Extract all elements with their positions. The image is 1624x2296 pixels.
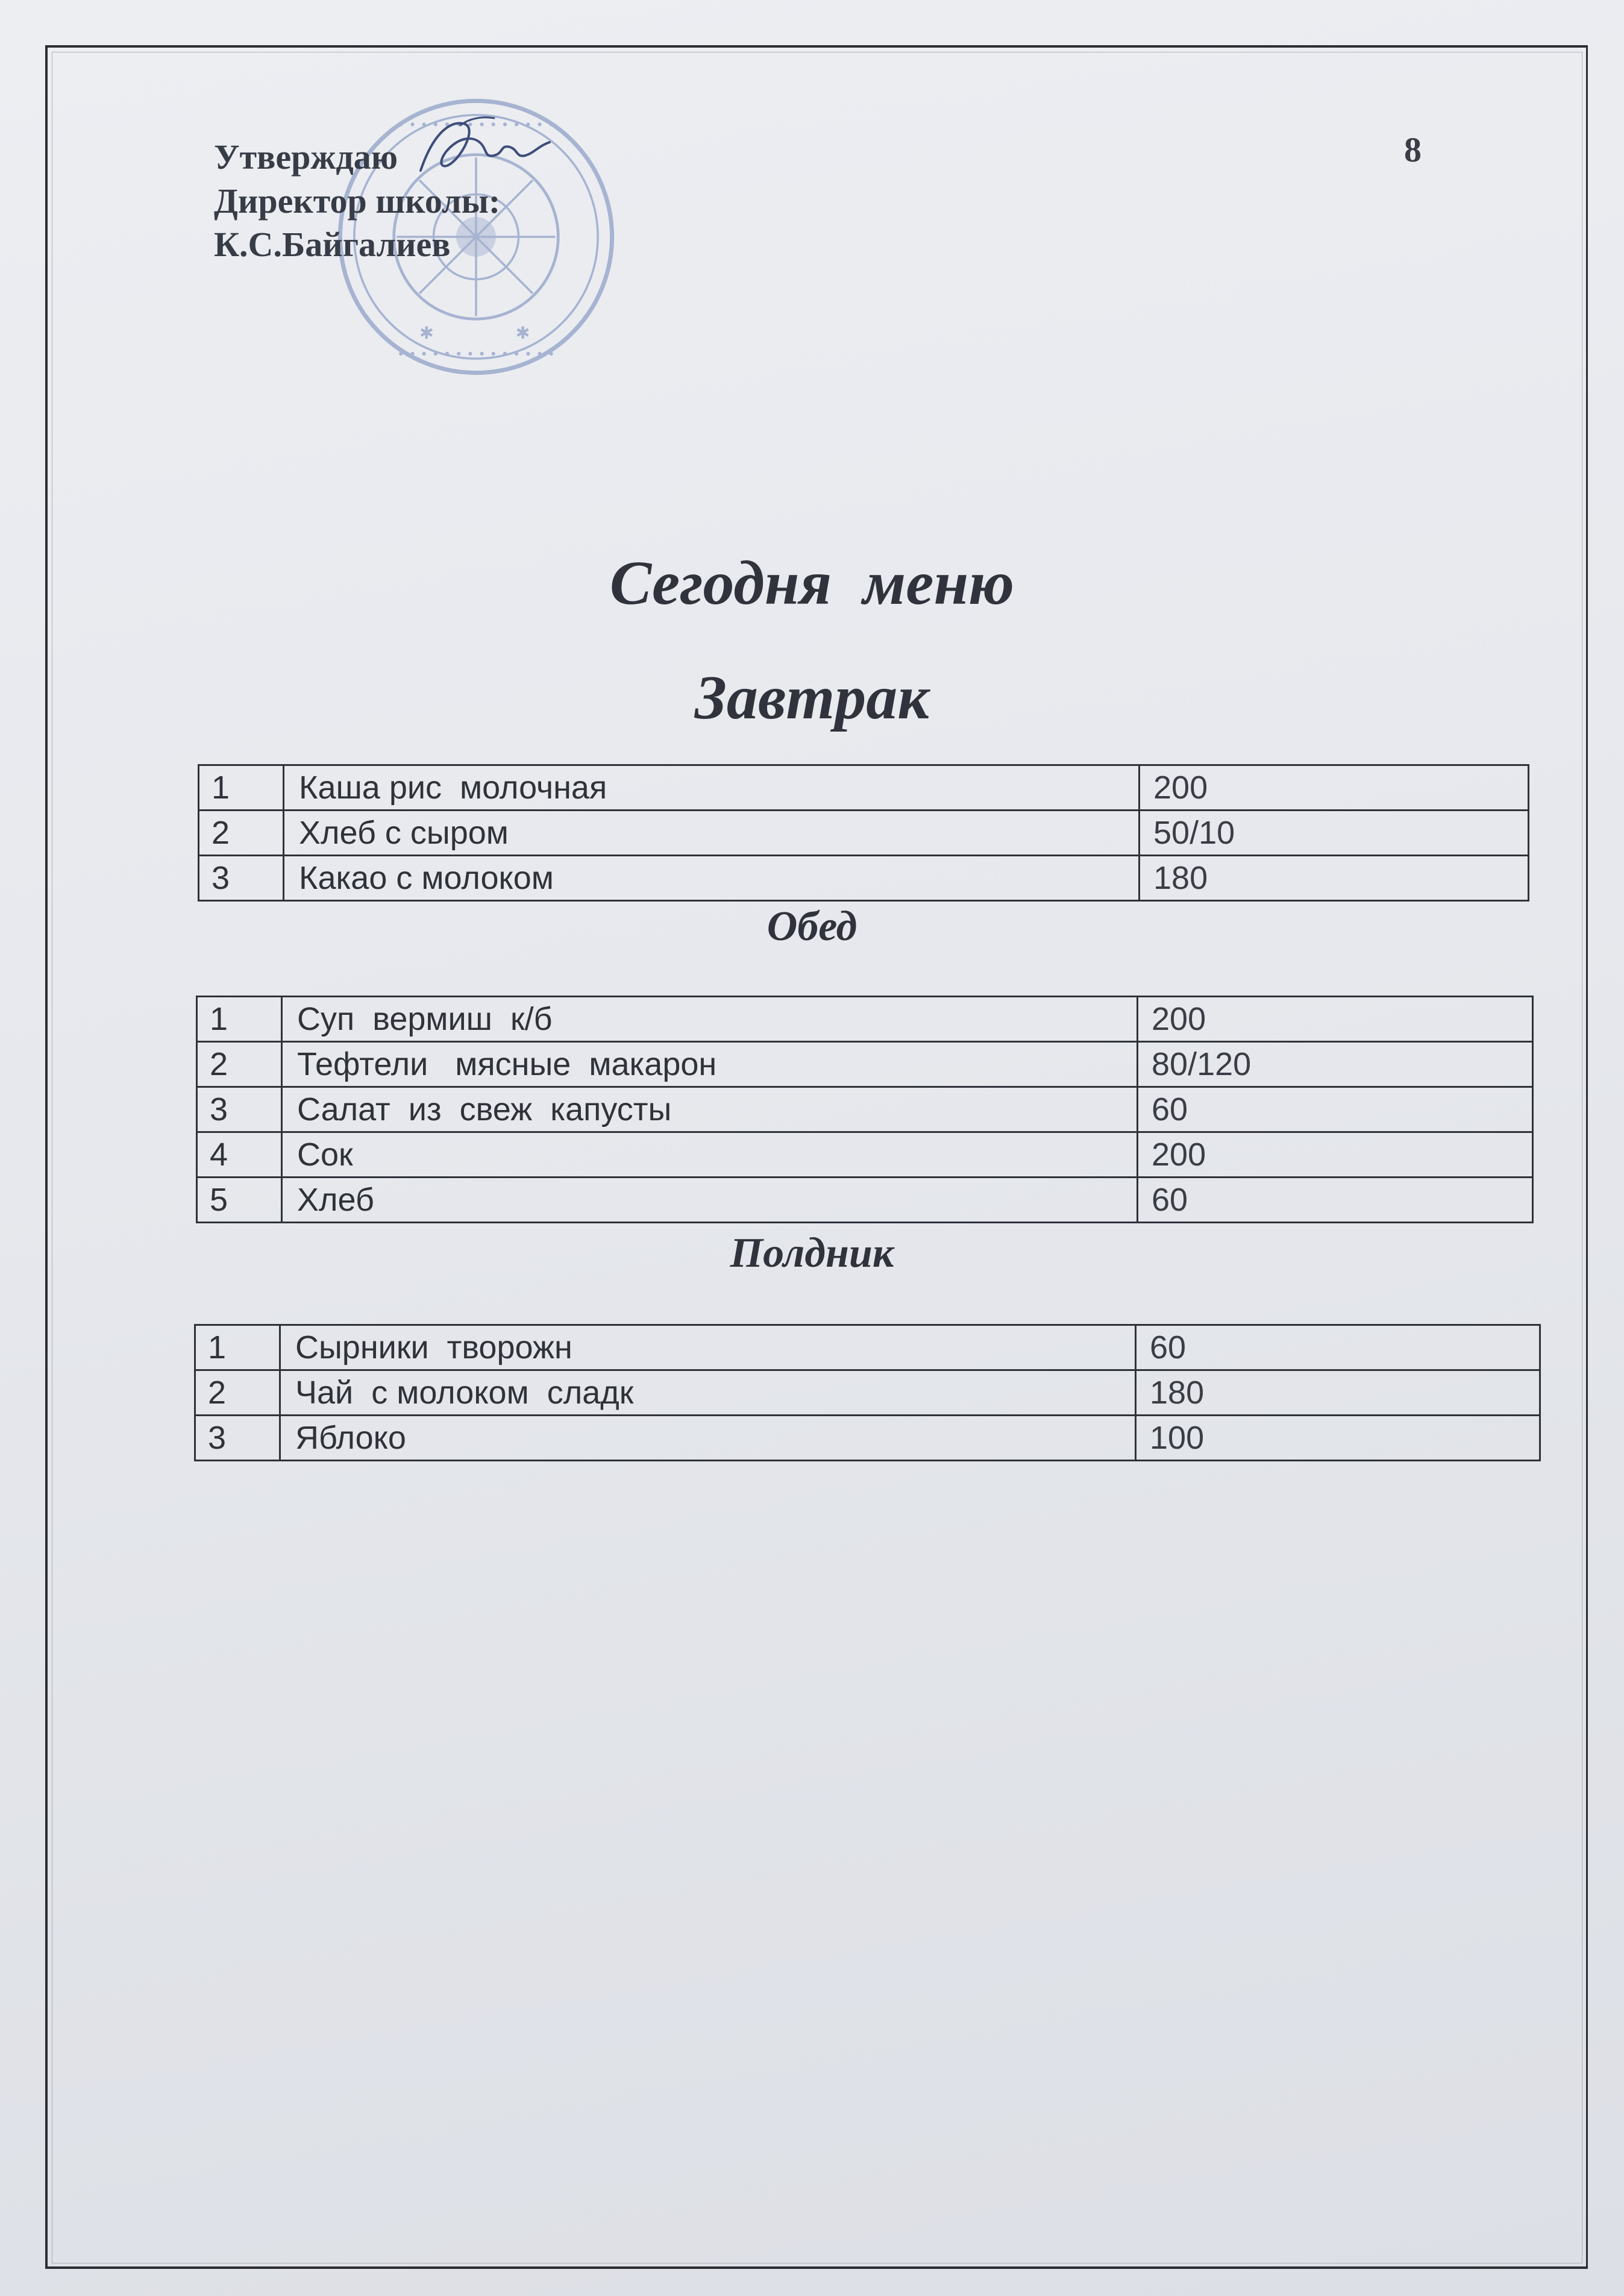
lunch-table [196, 996, 1534, 1223]
table-row [199, 811, 1529, 856]
svg-text:• • • • • • • • • • • • • •: • • • • • • • • • • • • • • [397, 347, 555, 362]
table-row [197, 1132, 1533, 1178]
dish-name: Тефтели мясные макарон [282, 1042, 1138, 1087]
row-number: 2 [195, 1370, 280, 1416]
dish-portion: 60 [1138, 1178, 1533, 1223]
table-row [195, 1370, 1540, 1416]
dish-name: Хлеб с сыром [284, 811, 1140, 856]
table-row [197, 1087, 1533, 1132]
breakfast-table [198, 764, 1529, 902]
snack-title: Полдник [730, 1230, 894, 1276]
row-number: 1 [195, 1325, 280, 1370]
approval-block [214, 136, 500, 267]
svg-text:✱: ✱ [419, 323, 434, 343]
breakfast-title: Завтрак [695, 663, 929, 732]
dish-name: Сок [282, 1132, 1138, 1178]
table-row [195, 1325, 1540, 1370]
dish-portion: 180 [1140, 856, 1529, 901]
row-number: 2 [199, 811, 284, 856]
dish-portion: 200 [1138, 1132, 1533, 1178]
dish-portion: 200 [1140, 765, 1529, 811]
row-number: 1 [197, 997, 282, 1042]
dish-portion: 50/10 [1140, 811, 1529, 856]
row-number: 1 [199, 765, 284, 811]
table-row [199, 765, 1529, 811]
svg-text:✱: ✱ [515, 323, 530, 343]
dish-name: Салат из свеж капусты [282, 1087, 1138, 1132]
director-name: К.С.Байгалиев [214, 225, 451, 264]
table-row [199, 856, 1529, 901]
row-number: 4 [197, 1132, 282, 1178]
row-number: 3 [197, 1087, 282, 1132]
table-row [197, 1042, 1533, 1087]
approve-label: Утверждаю [214, 137, 398, 177]
dish-portion: 60 [1138, 1087, 1533, 1132]
dish-portion: 200 [1138, 997, 1533, 1042]
director-position: Директор школы: [214, 181, 501, 221]
page-number: 8 [1404, 130, 1422, 169]
svg-text:• • • • • • • • • • • • • •: • • • • • • • • • • • • • • [397, 117, 555, 133]
table-row [197, 997, 1533, 1042]
dish-name: Сырники творожн [280, 1325, 1136, 1370]
lunch-title: Обед [767, 903, 857, 950]
snack-table [194, 1324, 1541, 1461]
dish-portion: 180 [1136, 1370, 1540, 1416]
row-number: 3 [195, 1416, 280, 1461]
table-row [195, 1416, 1540, 1461]
dish-portion: 100 [1136, 1416, 1540, 1461]
dish-portion: 80/120 [1138, 1042, 1533, 1087]
page-title: Сегодня меню [609, 548, 1015, 618]
dish-name: Хлеб [282, 1178, 1138, 1223]
row-number: 3 [199, 856, 284, 901]
dish-portion: 60 [1136, 1325, 1540, 1370]
dish-name: Каша рис молочная [284, 765, 1140, 811]
dish-name: Чай с молоком сладк [280, 1370, 1136, 1416]
dish-name: Суп вермиш к/б [282, 997, 1138, 1042]
dish-name: Яблоко [280, 1416, 1136, 1461]
dish-name: Какао с молоком [284, 856, 1140, 901]
row-number: 2 [197, 1042, 282, 1087]
row-number: 5 [197, 1178, 282, 1223]
table-row [197, 1178, 1533, 1223]
